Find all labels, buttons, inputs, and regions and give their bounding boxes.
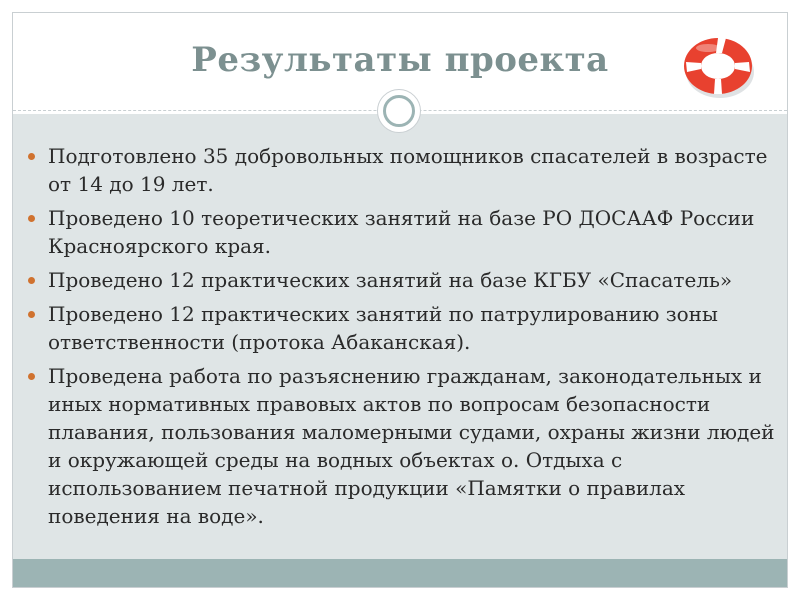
bullet-dot-icon bbox=[28, 311, 35, 318]
bullet-dot-icon bbox=[28, 373, 35, 380]
list-item: Подготовлено 35 добровольных помощников спасателей в возрасте от 14 до 19 лет. bbox=[28, 142, 778, 198]
list-item: Проведено 12 практических занятий на базе КГБУ «Спасатель» bbox=[28, 266, 778, 294]
bullet-dot-icon bbox=[28, 153, 35, 160]
lifebuoy-icon bbox=[678, 26, 758, 106]
bullet-dot-icon bbox=[28, 215, 35, 222]
circle-ring-icon bbox=[377, 89, 421, 133]
footer-bar bbox=[13, 559, 787, 587]
bullet-list bbox=[28, 142, 778, 536]
slide-title: Результаты проекта bbox=[191, 40, 609, 80]
bullet-dot-icon bbox=[28, 277, 35, 284]
list-item: Проведено 12 практических занятий по патрулированию зоны ответственности (протока Абаканская). bbox=[28, 300, 778, 356]
list-item: Проведена работа по разъяснению гражданам, законодательных и иных нормативных правовых актов по вопросам безопасности плавания, пользования маломерными судами, охраны жизни людей и окружающей среды на водных объектах о. Отдыха с использованием печатной продукции «Памятки о правилах поведения на воде». bbox=[28, 362, 778, 530]
list-item: Проведено 10 теоретических занятий на базе РО ДОСААФ России Красноярского края. bbox=[28, 204, 778, 260]
